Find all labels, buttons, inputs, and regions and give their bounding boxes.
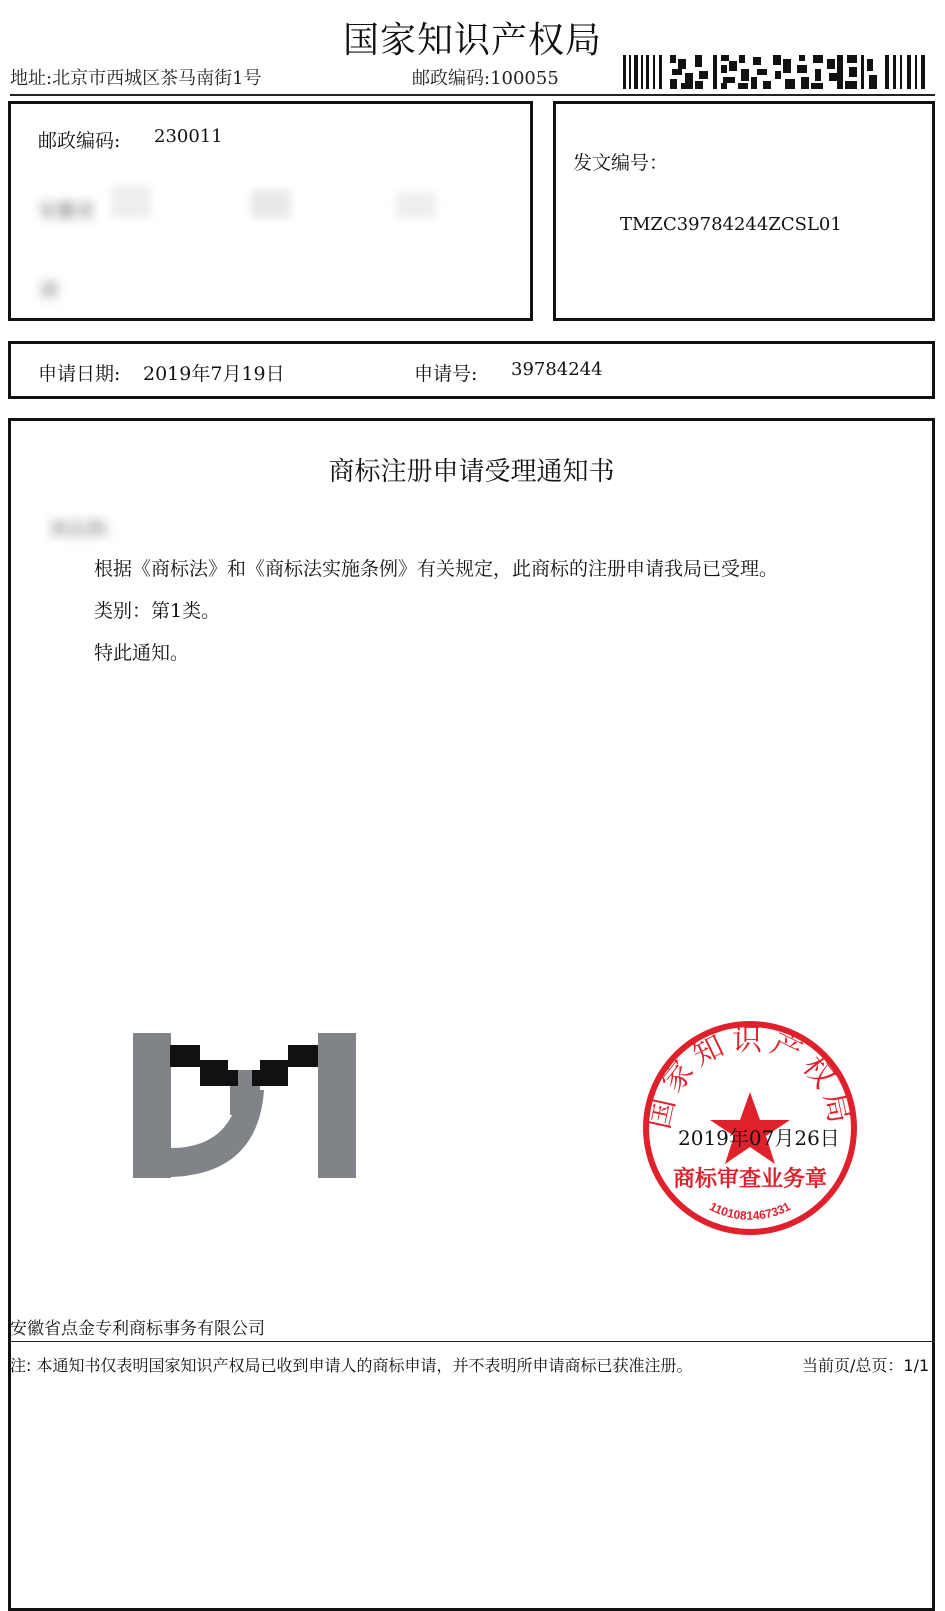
redaction-block [396,192,436,218]
recipient-postcode-value: 230011 [154,126,223,147]
application-date-label: 申请日期: [38,363,121,385]
recipient-address-redacted: 安徽省 [38,200,96,222]
document-number-value: TMZC39784244ZCSL01 [620,214,842,235]
trademark-logo [130,1030,360,1180]
agency-name: 安徽省点金专利商标事务有限公司 [10,1319,265,1339]
barcode-image [623,55,928,89]
application-number-value: 39784244 [511,359,603,380]
redaction-block [251,190,291,218]
svg-text:1101081467331 [707,1199,793,1223]
page-indicator: 当前页/总页：1/1 [802,1356,930,1375]
application-info-box [8,341,935,399]
header-divider [10,94,935,96]
notice-box [8,418,935,1611]
footer-note: 注: 本通知书仅表明国家知识产权局已收到申请人的商标申请，并不表明所申请商标已获准注册。 [10,1356,693,1375]
recipient-postcode-label: 邮政编码: [38,130,121,152]
office-postcode: 邮政编码:100055 [412,68,559,89]
document-number-box [553,101,935,321]
page-title: 国家知识产权局 [342,20,602,61]
seal-date: 2019年07月26日 [678,1126,840,1150]
recipient-name-redacted: 刘 [38,278,58,302]
seal-number: 1101081467331 [707,1199,793,1223]
application-number-label: 申请号: [414,363,478,385]
office-address: 地址:北京市西城区茶马南街1号 [10,68,262,89]
notice-line-2: 类别：第1类。 [94,600,221,622]
notice-line-3: 特此通知。 [94,642,190,664]
seal-bottom-text: 商标审查业务章 [672,1166,828,1191]
notice-salutation: 刘志润： [48,518,125,540]
footer-divider [10,1341,935,1342]
notice-line-1: 根据《商标法》和《商标法实施条例》有关规定，此商标的注册申请我局已受理。 [94,558,779,580]
seal-arc-text: 国家知识产权局 [642,1024,858,1132]
redaction-block [111,186,151,218]
application-date-value: 2019年7月19日 [143,363,285,385]
notice-heading: 商标注册申请受理通知书 [328,457,615,487]
document-number-label: 发文编号： [573,152,669,174]
recipient-box [8,101,533,321]
